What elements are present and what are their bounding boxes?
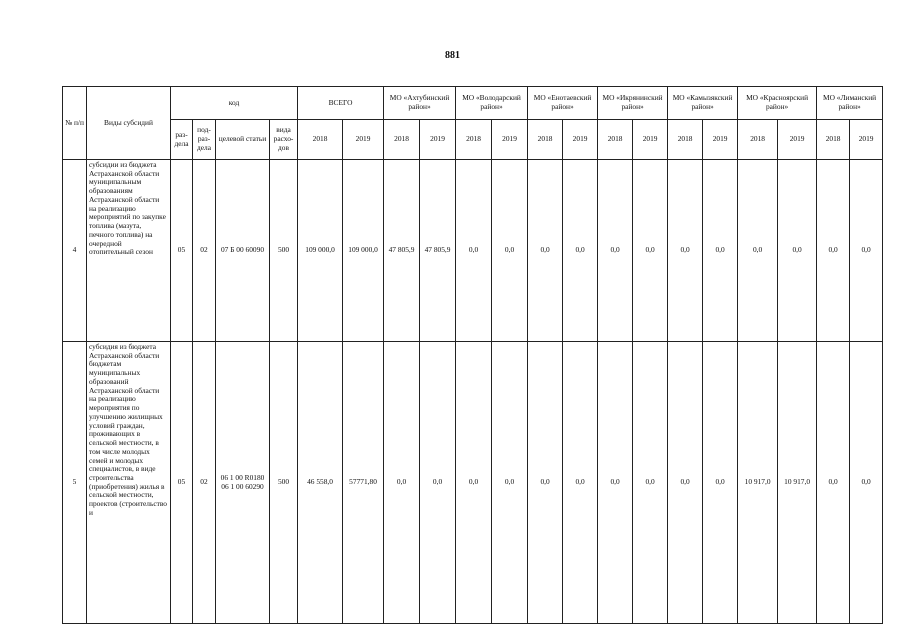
header-year: 2018 <box>384 120 420 160</box>
value-cell: 0,0 <box>420 342 456 624</box>
header-code: код <box>171 87 298 120</box>
header-year: 2019 <box>633 120 668 160</box>
podrazdel-code: 02 <box>193 342 216 624</box>
value-cell: 0,0 <box>563 342 598 624</box>
subsidy-description: субсидия из бюджета Астраханской области бюджетам муниципальных образований Астраханской области на реализацию мероприятия по улучшению жилищных условий граждан, проживающих в сельской местности, в том числе молодых семей и молодых специалистов, в виде строительства (приобретения) жилья в сельской местности, проектов (строительство и <box>87 342 171 624</box>
value-cell: 0,0 <box>703 160 738 342</box>
value-cell: 0,0 <box>817 342 850 624</box>
header-district-7: МО «Лиманский район» <box>817 87 883 120</box>
value-cell: 0,0 <box>456 342 492 624</box>
header-year: 2018 <box>528 120 563 160</box>
header-year: 2018 <box>817 120 850 160</box>
value-cell: 0,0 <box>456 160 492 342</box>
target-code: 06 1 00 R0180 06 1 00 60290 <box>216 342 270 624</box>
table-row <box>63 342 883 624</box>
header-year: 2019 <box>492 120 528 160</box>
value-cell: 0,0 <box>850 160 883 342</box>
header-year: 2019 <box>778 120 817 160</box>
header-podrazdel: под-раз-дела <box>193 120 216 160</box>
row-number: 4 <box>63 160 87 342</box>
podrazdel-code: 02 <box>193 160 216 342</box>
value-cell: 47 805,9 <box>384 160 420 342</box>
value-cell: 0,0 <box>528 342 563 624</box>
header-district-1: МО «Ахтубинский район» <box>384 87 456 120</box>
value-cell: 0,0 <box>492 160 528 342</box>
value-cell: 0,0 <box>598 342 633 624</box>
value-cell: 10 917,0 <box>778 342 817 624</box>
subsidies-table <box>62 86 883 624</box>
header-district-3: МО «Енотаевский район» <box>528 87 598 120</box>
header-row-2 <box>63 120 883 160</box>
header-year: 2019 <box>850 120 883 160</box>
value-cell: 0,0 <box>492 342 528 624</box>
page-number: 881 <box>445 50 460 61</box>
value-cell: 0,0 <box>384 342 420 624</box>
header-razdel: раз-дела <box>171 120 193 160</box>
header-types: Виды субсидий <box>87 87 171 160</box>
value-cell: 109 000,0 <box>343 160 384 342</box>
value-cell: 0,0 <box>817 160 850 342</box>
value-cell: 46 558,0 <box>298 342 343 624</box>
value-cell: 57771,80 <box>343 342 384 624</box>
value-cell: 0,0 <box>850 342 883 624</box>
target-code: 07 Б 00 60090 <box>216 160 270 342</box>
header-district-4: МО «Икрянинский район» <box>598 87 668 120</box>
header-target: целевой статьи <box>216 120 270 160</box>
header-year: 2018 <box>598 120 633 160</box>
value-cell: 0,0 <box>778 160 817 342</box>
header-row-1 <box>63 87 883 120</box>
header-total: ВСЕГО <box>298 87 384 120</box>
value-cell: 0,0 <box>703 342 738 624</box>
value-cell: 0,0 <box>598 160 633 342</box>
header-year: 2018 <box>298 120 343 160</box>
table-row <box>63 160 883 342</box>
value-cell: 0,0 <box>668 160 703 342</box>
header-district-5: МО «Камызякский район» <box>668 87 738 120</box>
value-cell: 0,0 <box>633 342 668 624</box>
value-cell: 10 917,0 <box>738 342 778 624</box>
value-cell: 0,0 <box>528 160 563 342</box>
expense-code: 500 <box>270 160 298 342</box>
header-district-2: МО «Володарский район» <box>456 87 528 120</box>
value-cell: 109 000,0 <box>298 160 343 342</box>
header-year: 2019 <box>563 120 598 160</box>
header-year: 2019 <box>703 120 738 160</box>
value-cell: 0,0 <box>563 160 598 342</box>
value-cell: 0,0 <box>738 160 778 342</box>
value-cell: 0,0 <box>633 160 668 342</box>
header-year: 2019 <box>420 120 456 160</box>
razdel-code: 05 <box>171 160 193 342</box>
expense-code: 500 <box>270 342 298 624</box>
header-district-6: МО «Красноярский район» <box>738 87 817 120</box>
header-year: 2018 <box>738 120 778 160</box>
subsidy-description: субсидии из бюджета Астраханской области муниципальным образованиям Астраханской области на реализацию мероприятий по закупке топлива (мазута, печного топлива) на очередной отопительный сезон <box>87 160 171 342</box>
razdel-code: 05 <box>171 342 193 624</box>
value-cell: 0,0 <box>668 342 703 624</box>
header-expense: вида расхо-дов <box>270 120 298 160</box>
value-cell: 47 805,9 <box>420 160 456 342</box>
row-number: 5 <box>63 342 87 624</box>
header-year: 2018 <box>456 120 492 160</box>
header-no: № п/п <box>63 87 87 160</box>
header-year: 2019 <box>343 120 384 160</box>
header-year: 2018 <box>668 120 703 160</box>
